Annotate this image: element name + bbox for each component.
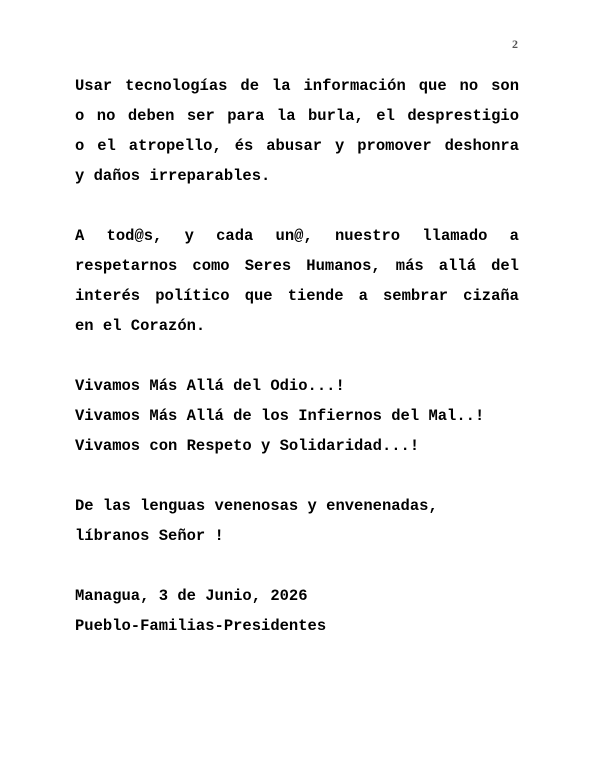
paragraph-slogans [75,371,519,461]
text-line: De las lenguas venenosas y envenenadas, [75,497,438,515]
signature-line: Pueblo-Familias-Presidentes [75,617,327,635]
signature-block [75,581,519,641]
text-line: líbranos Señor ! [75,527,224,545]
text-line: o no deben ser para la burla, el desprestigio [75,107,519,125]
document-body [75,71,519,671]
text-line: y daños irreparables. [75,167,271,185]
text-line: interés político que tiende a sembrar cizaña [75,287,519,305]
text-line: A tod@s, y cada un@, nuestro llamado a [75,227,519,245]
text-line: Usar tecnologías de la información que no son [75,77,519,95]
place-date-line: Managua, 3 de Junio, 2026 [75,587,308,605]
text-line: Vivamos Más Allá del Odio...! [75,377,345,395]
text-line: en el Corazón. [75,317,206,335]
paragraph-prayer [75,491,519,551]
text-line: Vivamos Más Allá de los Infiernos del Mal..! [75,407,485,425]
text-line: o el atropello, és abusar y promover deshonra [75,137,519,155]
text-line: Vivamos con Respeto y Solidaridad...! [75,437,420,455]
paragraph-call-to-respect [75,221,519,341]
paragraph-technology-abuse [75,71,519,191]
page-number: 2 [512,37,518,51]
text-line: respetarnos como Seres Humanos, más allá del [75,257,519,275]
